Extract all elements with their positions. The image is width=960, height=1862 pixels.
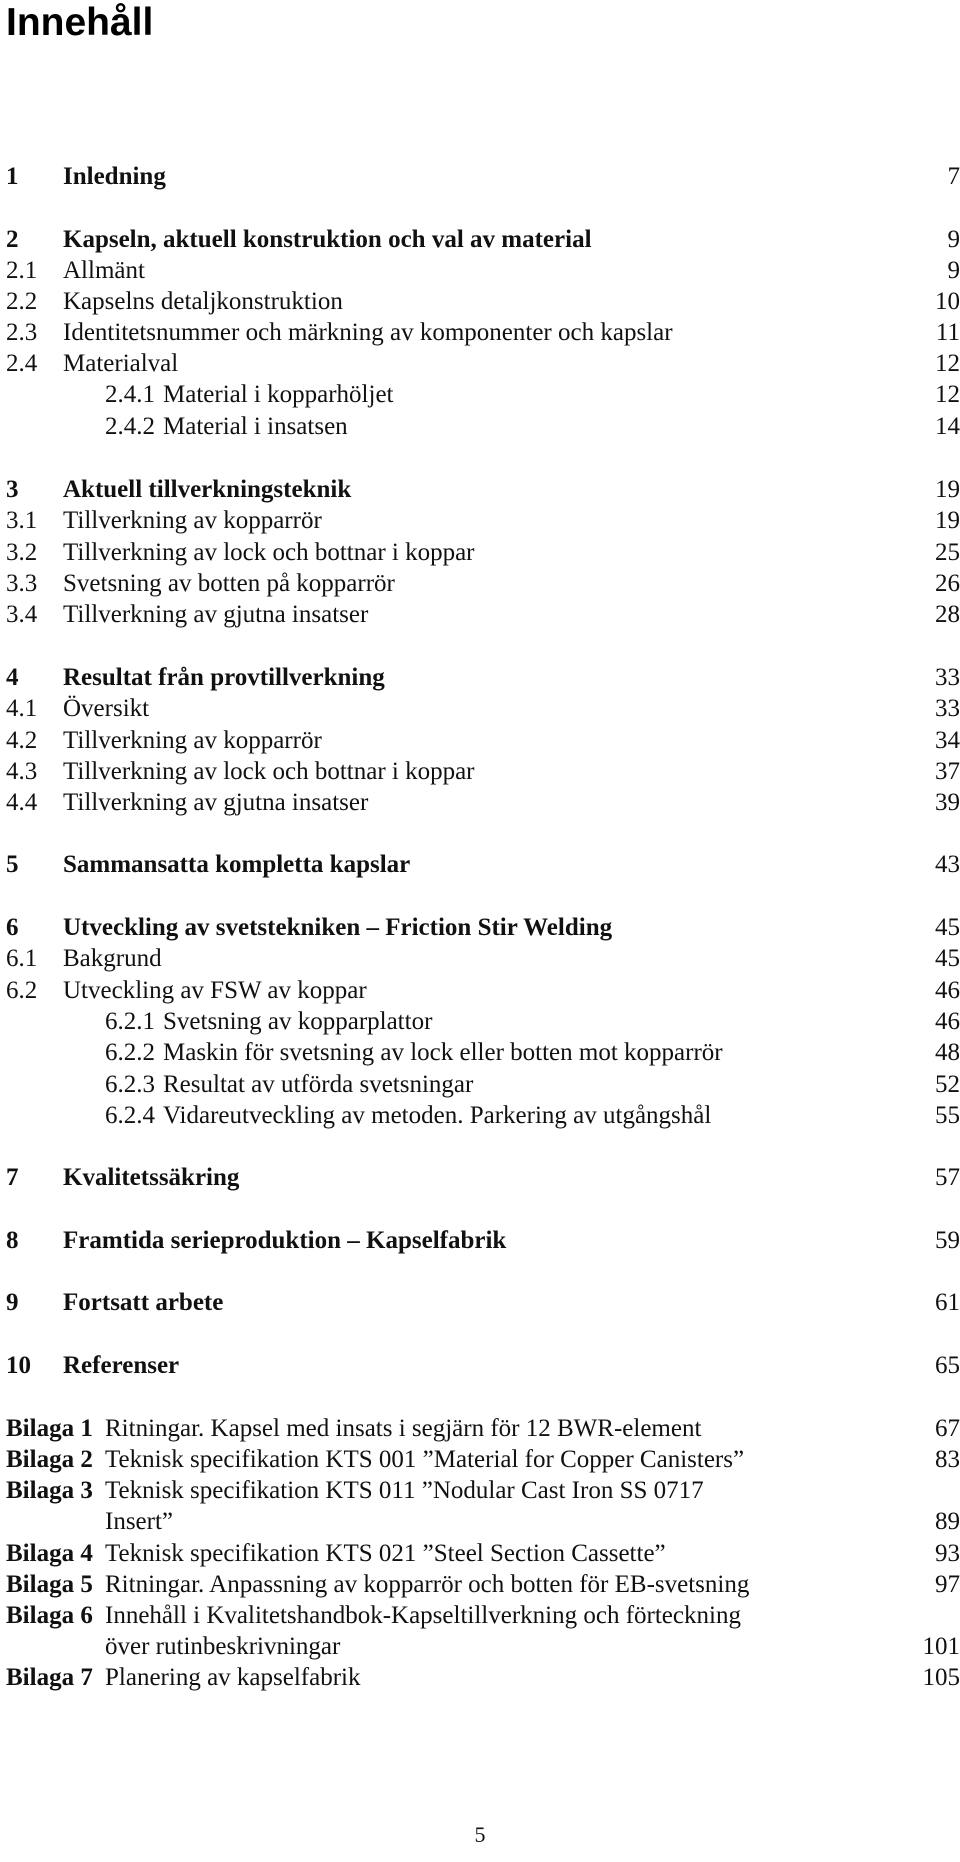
toc-entry[interactable]: [0, 942, 960, 976]
toc-entry-title: Svetsning av kopparplattor: [163, 1008, 433, 1035]
toc-entry[interactable]: [0, 974, 960, 1008]
toc-entry-page: 7: [947, 163, 960, 190]
toc-entry[interactable]: [0, 1661, 960, 1695]
toc-entry-page: 61: [935, 1289, 960, 1316]
toc-entry-number: 2.1: [6, 257, 38, 284]
toc-entry-number: 2.4.2: [105, 413, 155, 440]
toc-entry[interactable]: [0, 1568, 960, 1602]
toc-entry-title: Maskin för svetsning av lock eller botten mot kopparrör: [163, 1039, 723, 1066]
toc-entry-number: 6.2: [6, 977, 38, 1004]
toc-entry[interactable]: [0, 911, 960, 945]
toc-entry-number: 6.2.1: [105, 1008, 155, 1035]
toc-entry-page: 52: [935, 1071, 960, 1098]
toc-entry[interactable]: [0, 1630, 960, 1664]
toc-entry-title: Referenser: [63, 1352, 180, 1379]
toc-entry[interactable]: [0, 1224, 960, 1258]
toc-appendix-label: Bilaga 3: [6, 1477, 93, 1504]
toc-entry-title: Bakgrund: [63, 945, 162, 972]
toc-entry[interactable]: [0, 160, 960, 194]
toc-entry[interactable]: [0, 661, 960, 695]
toc-entry-page: 10: [935, 288, 960, 315]
toc-entry[interactable]: [0, 378, 960, 412]
page-number: 5: [474, 1822, 486, 1847]
toc-entry-number: 4.3: [6, 758, 38, 785]
toc-entry-title: Tillverkning av kopparrör: [63, 727, 322, 754]
toc-entry-page: 83: [935, 1446, 960, 1473]
toc-entry-title: Teknisk specifikation KTS 001 ”Material for Copper Canisters”: [105, 1446, 745, 1473]
toc-entry[interactable]: [0, 536, 960, 570]
toc-entry[interactable]: [0, 1099, 960, 1133]
toc-entry-title: Inledning: [63, 163, 166, 190]
toc-entry-page: 97: [935, 1571, 960, 1598]
toc-entry-number: 2.3: [6, 319, 38, 346]
toc-entry[interactable]: [0, 1349, 960, 1383]
toc-appendix-label: Bilaga 6: [6, 1602, 93, 1629]
toc-entry-number: 10: [6, 1352, 31, 1379]
toc-entry[interactable]: [0, 223, 960, 257]
toc-entry-title: Aktuell tillverkningsteknik: [63, 476, 352, 503]
toc-entry-page: 55: [935, 1102, 960, 1129]
toc-entry-page: 45: [935, 945, 960, 972]
toc-appendix-label: Bilaga 2: [6, 1446, 93, 1473]
toc-entry-number: 6: [6, 914, 19, 941]
toc-entry-page: 101: [922, 1633, 960, 1660]
toc-entry-page: 65: [935, 1352, 960, 1379]
toc-entry-number: 3: [6, 476, 19, 503]
toc-entry[interactable]: [0, 567, 960, 601]
toc-entry[interactable]: [0, 347, 960, 381]
toc-entry[interactable]: [0, 1286, 960, 1320]
toc-entry-title: Planering av kapselfabrik: [105, 1664, 361, 1691]
toc-entry-page: 19: [935, 507, 960, 534]
toc-entry[interactable]: [0, 410, 960, 444]
toc-entry-page: 59: [935, 1227, 960, 1254]
toc-entry-title: Ritningar. Kapsel med insats i segjärn för 12 BWR-element: [105, 1415, 702, 1442]
toc-entry-title: Resultat från provtillverkning: [63, 664, 385, 691]
toc-entry-page: 46: [935, 1008, 960, 1035]
toc-entry-number: 4.2: [6, 727, 38, 754]
toc-appendix-label: Bilaga 1: [6, 1415, 93, 1442]
toc-entry-title: Kapselns detaljkonstruktion: [63, 288, 343, 315]
toc-entry-title: Framtida serieproduktion – Kapselfabrik: [63, 1227, 507, 1254]
toc-entry[interactable]: [0, 692, 960, 726]
toc-entry-title: Tillverkning av gjutna insatser: [63, 789, 369, 816]
toc-entry-title: Material i kopparhöljet: [163, 381, 394, 408]
toc-entry-number: 3.3: [6, 570, 38, 597]
toc-entry-number: 6.2.2: [105, 1039, 155, 1066]
toc-entry-number: 6.2.4: [105, 1102, 155, 1129]
toc-entry-page: 39: [935, 789, 960, 816]
toc-appendix-label: Bilaga 7: [6, 1664, 93, 1691]
toc-entry[interactable]: [0, 1443, 960, 1477]
toc-entry-page: 105: [922, 1664, 960, 1691]
toc-entry[interactable]: [0, 473, 960, 507]
toc-entry-page: 11: [935, 319, 960, 346]
toc-entry-page: 14: [935, 413, 960, 440]
toc-entry-page: 45: [935, 914, 960, 941]
toc-entry-title: Resultat av utförda svetsningar: [163, 1071, 474, 1098]
toc-entry-page: 19: [935, 476, 960, 503]
toc-appendix-label: Bilaga 5: [6, 1571, 93, 1598]
toc-entry-title: Insert”: [105, 1508, 174, 1535]
toc-entry-number: 4.4: [6, 789, 38, 816]
toc-entry-title: Material i insatsen: [163, 413, 348, 440]
toc-appendix-label: Bilaga 4: [6, 1540, 93, 1567]
toc-entry-title: Identitetsnummer och märkning av komponenter och kapslar: [63, 319, 673, 346]
toc-entry-number: 6.2.3: [105, 1071, 155, 1098]
toc-entry[interactable]: [0, 254, 960, 288]
toc-entry-page: 67: [935, 1415, 960, 1442]
toc-entry-page: 12: [935, 381, 960, 408]
toc-entry-page: 93: [935, 1540, 960, 1567]
toc-entry[interactable]: [0, 755, 960, 789]
toc-entry-page: 12: [935, 350, 960, 377]
toc-entry-page: 89: [935, 1508, 960, 1535]
toc-entry-title: Tillverkning av lock och bottnar i koppar: [63, 758, 475, 785]
toc-entry-number: 2: [6, 226, 19, 253]
toc-entry-number: 4.1: [6, 695, 38, 722]
toc-entry-title: Allmänt: [63, 257, 145, 284]
toc-entry-title: Ritningar. Anpassning av kopparrör och botten för EB-svetsning: [105, 1571, 750, 1598]
toc-entry-page: 37: [935, 758, 960, 785]
toc-entry-number: 9: [6, 1289, 19, 1316]
toc-entry-page: 9: [947, 257, 960, 284]
toc-entry-number: 8: [6, 1227, 19, 1254]
toc-entry[interactable]: [0, 1412, 960, 1446]
toc-entry[interactable]: [0, 786, 960, 820]
toc-entry[interactable]: [0, 1005, 960, 1039]
toc-entry-title: Svetsning av botten på kopparrör: [63, 570, 395, 597]
toc-entry-number: 3.2: [6, 539, 38, 566]
toc-entry-title: Sammansatta kompletta kapslar: [63, 851, 411, 878]
toc-entry[interactable]: [0, 1505, 960, 1539]
toc-entry-page: 33: [935, 664, 960, 691]
toc-entry-title: Översikt: [63, 695, 150, 722]
toc-entry[interactable]: [0, 1537, 960, 1571]
toc-entry-page: 9: [947, 226, 960, 253]
toc-entry[interactable]: [0, 504, 960, 538]
toc-entry[interactable]: [0, 598, 960, 632]
toc-entry[interactable]: [0, 848, 960, 882]
toc-entry[interactable]: [0, 1161, 960, 1195]
toc-entry-page: 46: [935, 977, 960, 1004]
toc-entry-title: Innehåll i Kvalitetshandbok-Kapseltillverkning och förteckning: [105, 1602, 741, 1629]
toc-entry-number: 4: [6, 664, 19, 691]
toc-entry-title: Kvalitetssäkring: [63, 1164, 240, 1191]
toc-entry[interactable]: [0, 1474, 960, 1508]
toc-entry-title: Tillverkning av gjutna insatser: [63, 601, 369, 628]
toc-entry-title: Vidareutveckling av metoden. Parkering av utgångshål: [163, 1102, 712, 1129]
toc-entry-number: 5: [6, 851, 19, 878]
toc-entry-title: Fortsatt arbete: [63, 1289, 224, 1316]
toc-entry-page: 48: [935, 1039, 960, 1066]
toc-entry[interactable]: [0, 1068, 960, 1102]
toc-entry-title: Kapseln, aktuell konstruktion och val av material: [63, 226, 592, 253]
toc-entry[interactable]: [0, 1599, 960, 1633]
toc-entry-title: Teknisk specifikation KTS 011 ”Nodular Cast Iron SS 0717: [105, 1477, 704, 1504]
toc-entry-number: 3.1: [6, 507, 38, 534]
toc-entry-title: över rutinbeskrivningar: [105, 1633, 341, 1660]
toc-entry[interactable]: [0, 285, 960, 319]
toc-entry-number: 6.1: [6, 945, 38, 972]
toc-entry-number: 2.2: [6, 288, 38, 315]
toc-entry-title: Tillverkning av kopparrör: [63, 507, 322, 534]
toc-entry-title: Utveckling av FSW av koppar: [63, 977, 367, 1004]
toc-entry-title: Tillverkning av lock och bottnar i koppar: [63, 539, 475, 566]
toc-entry-page: 33: [935, 695, 960, 722]
toc-entry-number: 1: [6, 163, 19, 190]
toc-entry[interactable]: [0, 724, 960, 758]
toc-entry-number: 7: [6, 1164, 19, 1191]
toc-entry-title: Utveckling av svetstekniken – Friction Stir Welding: [63, 914, 613, 941]
toc-entry-title: Materialval: [63, 350, 179, 377]
toc-entry-page: 43: [935, 851, 960, 878]
toc-entry[interactable]: [0, 1036, 960, 1070]
toc-entry-page: 25: [935, 539, 960, 566]
toc-entry[interactable]: [0, 316, 960, 350]
toc-entry-number: 2.4.1: [105, 381, 155, 408]
toc-entry-page: 34: [935, 727, 960, 754]
page-title: Innehåll: [6, 1, 154, 44]
toc-entry-page: 28: [935, 601, 960, 628]
toc-entry-number: 3.4: [6, 601, 38, 628]
toc-entry-title: Teknisk specifikation KTS 021 ”Steel Section Cassette”: [105, 1540, 666, 1567]
toc-entry-page: 57: [935, 1164, 960, 1191]
toc-entry-page: 26: [935, 570, 960, 597]
toc-entry-number: 2.4: [6, 350, 38, 377]
